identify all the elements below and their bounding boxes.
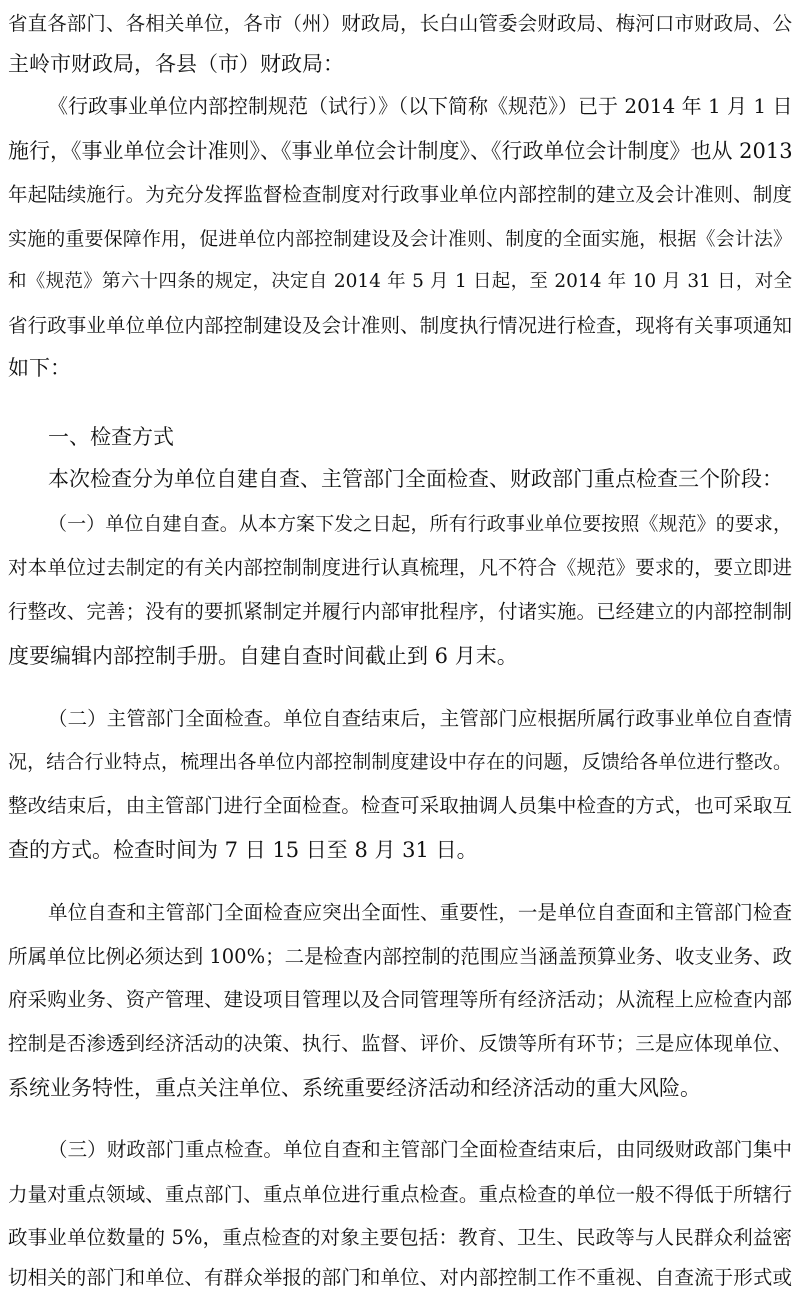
text-line: 施行，《事业单位会计准则》、《事业单位会计制度》、《行政单位会计制度》也从 2013	[8, 139, 793, 163]
text-line: 整改结束后，由主管部门进行全面检查。检查可采取抽调人员集中检查的方式，也可采取互	[8, 794, 792, 817]
text-line: 切相关的部门和单位、有群众举报的部门和单位、对内部控制工作不重视、自查流于形式或	[8, 1266, 792, 1289]
section-heading: 一、检查方式	[48, 425, 174, 449]
text-line: （一）单位自建自查。从本方案下发之日起，所有行政事业单位要按照《规范》的要求，	[48, 513, 792, 535]
text-line: 度要编辑内部控制手册。自建自查时间截止到 6 月末。	[8, 644, 518, 668]
text-line: 控制是否渗透到经济活动的决策、执行、监督、评价、反馈等所有环节；三是应体现单位、	[8, 1032, 792, 1055]
text-line: 省直各部门、各相关单位，各市（州）财政局，长白山管委会财政局、梅河口市财政局、公	[8, 12, 792, 35]
text-line: 力量对重点领域、重点部门、重点单位进行重点检查。重点检查的单位一般不得低于所辖行	[8, 1183, 792, 1206]
text-line: 查的方式。检查时间为 7 日 15 日至 8 月 31 日。	[8, 838, 478, 862]
text-line: 所属单位比例必须达到 100%；二是检查内部控制的范围应当涵盖预算业务、收支业务、政	[8, 945, 792, 968]
text-line: 年起陆续施行。为充分发挥监督检查制度对行政事业单位内部控制的建立及会计准则、制度	[8, 183, 792, 206]
text-line: 系统业务特性，重点关注单位、系统重要经济活动和经济活动的重大风险。	[8, 1076, 701, 1100]
text-line: 实施的重要保障作用，促进单位内部控制建设及会计准则、制度的全面实施，根据《会计法》	[8, 228, 792, 250]
text-line: （二）主管部门全面检查。单位自查结束后，主管部门应根据所属行政事业单位自查情	[48, 707, 792, 730]
text-line: 省行政事业单位单位内部控制建设及会计准则、制度执行情况进行检查，现将有关事项通知	[8, 314, 792, 337]
text-line: 如下：	[8, 356, 71, 380]
text-line: 本次检查分为单位自建自查、主管部门全面检查、财政部门重点检查三个阶段：	[48, 467, 783, 491]
text-line: 府采购业务、资产管理、建设项目管理以及合同管理等所有经济活动；从流程上应检查内部	[8, 988, 792, 1011]
text-line: 《行政事业单位内部控制规范（试行）》（以下简称《规范》）已于 2014 年 1 月 1 日	[48, 94, 793, 118]
text-line: 单位自查和主管部门全面检查应突出全面性、重要性，一是单位自查面和主管部门检查	[48, 901, 792, 924]
text-line: 政事业单位数量的 5%，重点检查的对象主要包括：教育、卫生、民政等与人民群众利益密	[8, 1226, 792, 1249]
text-line: 主岭市财政局，各县（市）财政局：	[8, 52, 344, 76]
text-line: 况，结合行业特点，梳理出各单位内部控制制度建设中存在的问题，反馈给各单位进行整改。	[8, 751, 792, 773]
text-line: 行整改、完善；没有的要抓紧制定并履行内部审批程序，付诸实施。已经建立的内部控制制	[8, 600, 792, 623]
text-line: 和《规范》第六十四条的规定，决定自 2014 年 5 月 1 日起，至 2014 年 10 月 31 日，对全	[8, 271, 792, 292]
text-line: （三）财政部门重点检查。单位自查和主管部门全面检查结束后，由同级财政部门集中	[48, 1138, 792, 1161]
text-line: 对本单位过去制定的有关内部控制制度进行认真梳理，凡不符合《规范》要求的，要立即进	[8, 556, 792, 579]
